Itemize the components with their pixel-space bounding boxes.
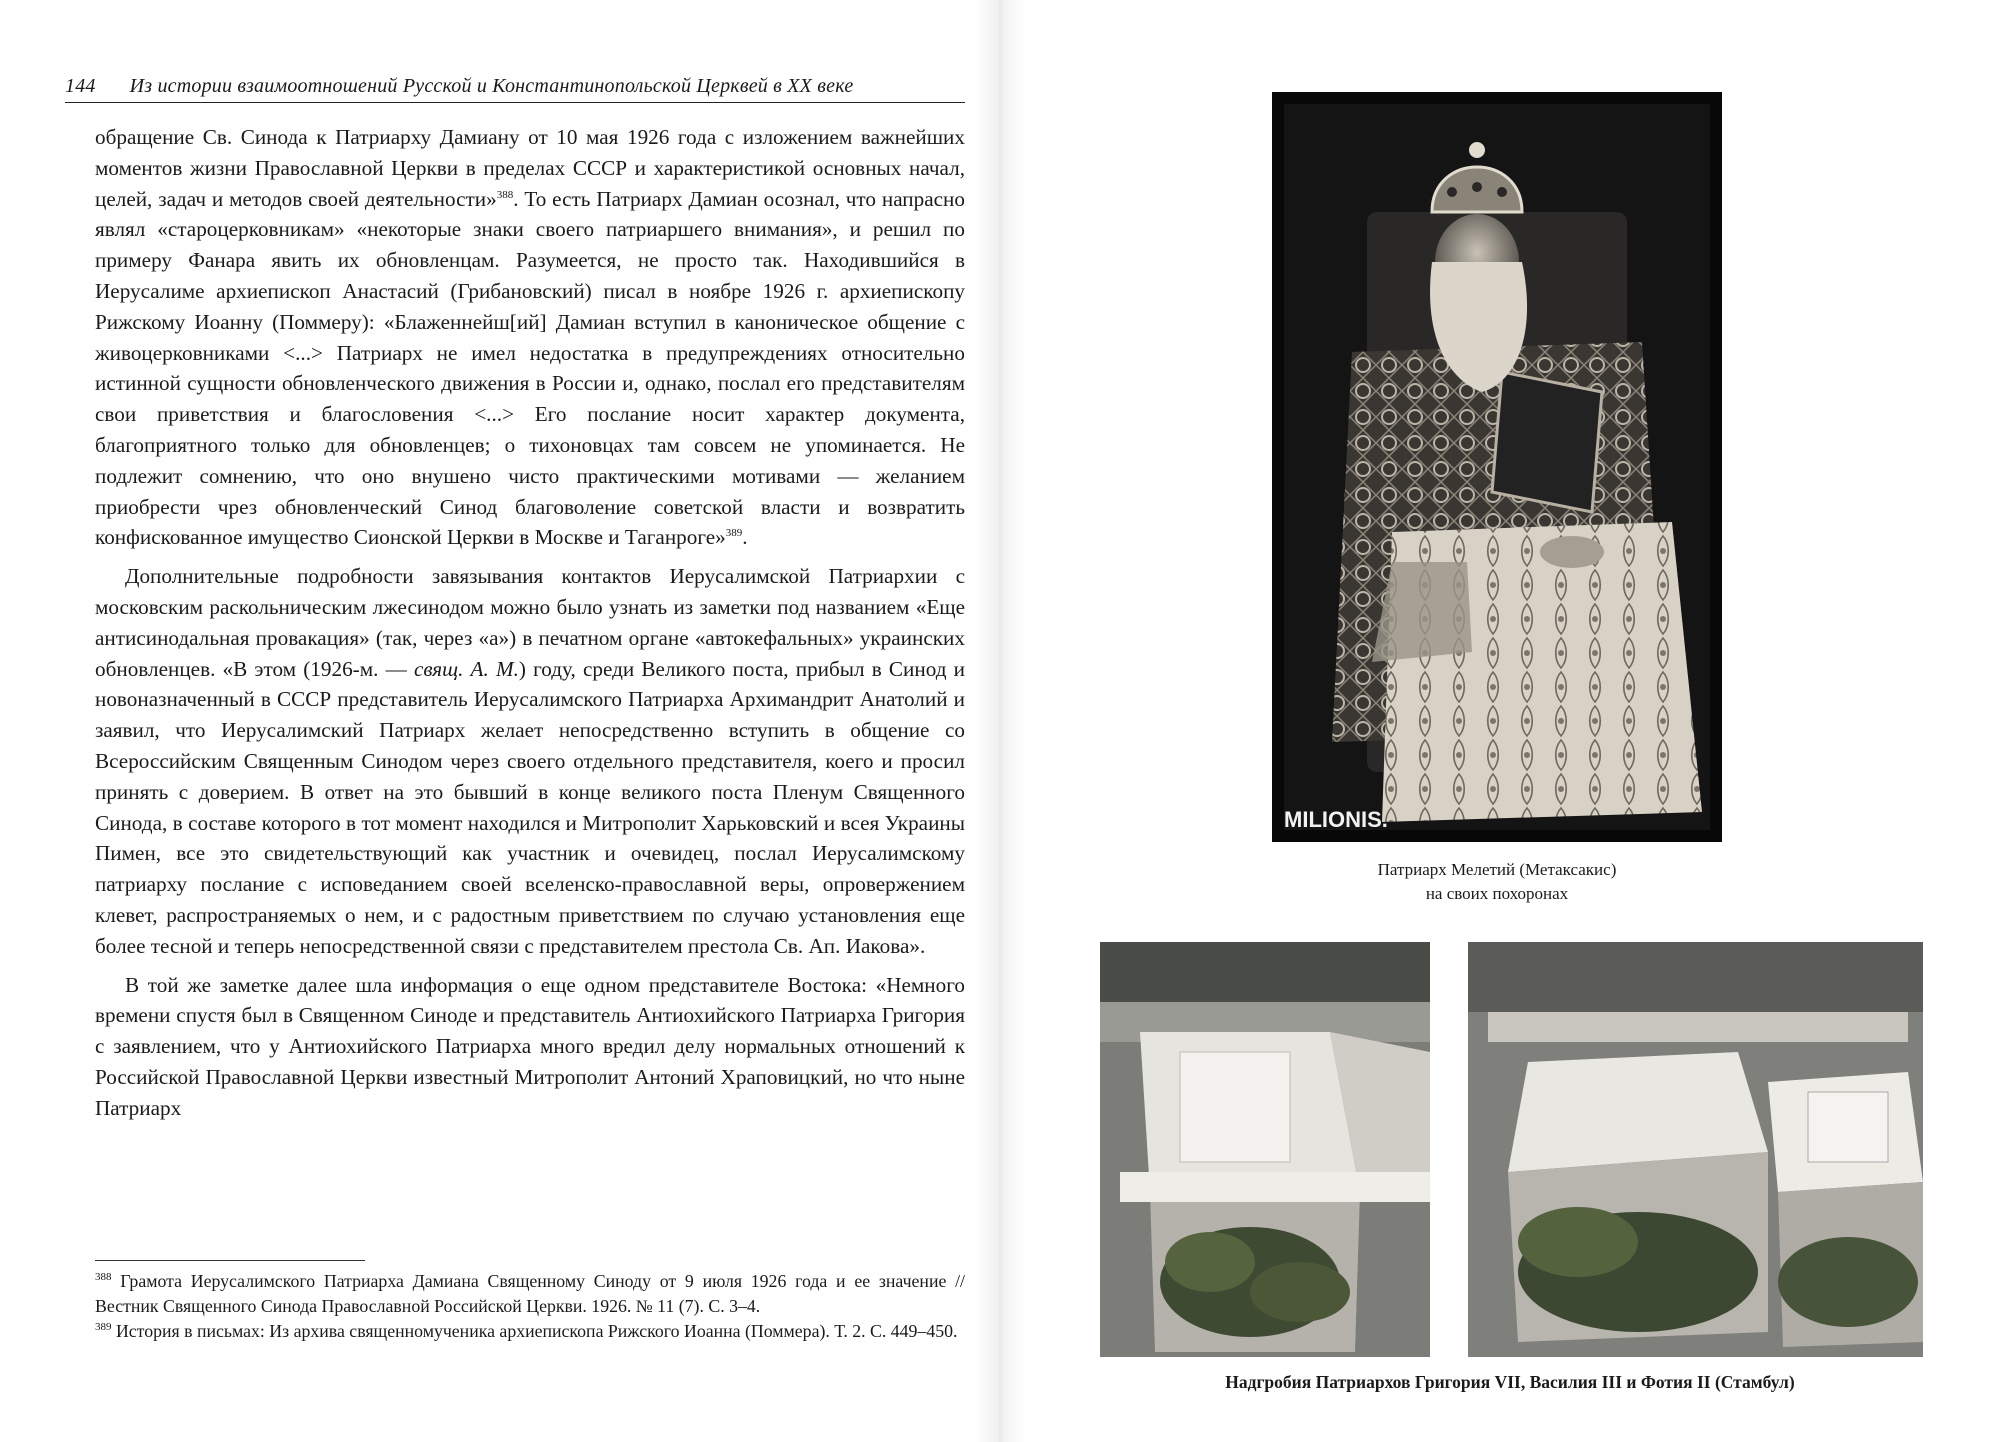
photo-tombs-left (1100, 942, 1430, 1357)
footnote-389 (95, 1319, 965, 1344)
footnotes (95, 1260, 965, 1344)
paragraph-1-tail: . То есть Патриарх Дамиан осознал, что напрасно являл «староцерковникам» «некоторые знаки своего патриаршего внимания», и решил по примеру Фанара явить их обновленцам. Разумеется, не просто так. Находившийся в Иерусалиме архиепископ Анастасий (Грибановский) писал в ноябре 1926 г. архиепископу Рижскому Иоанну (Поммеру): «Блаженнейш[ий] Дамиан вступил в каноническое общение с живоцерковниками <...> Патриарх не имел недостатка в предупреждениях относительно истинной сущности обновленческого движения в России и, однако, послал его представителям свои приветствия и благословения <...> Его послание носит характер документа, благоприятного только для обновленцев; о тихоновцах там совсем не упоминается. Не подлежит сомнению, что оно внушено чисто практическими мотивами — желанием приобрести чрез обновленческий Синод благоволение советской власти и возвратить конфискованное имущество Сионской Церкви в Москве и Таганроге» (95, 186, 965, 550)
tombs-right-illustration (1468, 942, 1923, 1357)
paragraph-2-tail: ) году, среди Великого поста, прибыл в Синод и новоназначенный в СССР представитель Иерусалимского Патриарха Архимандрит Анатолий и заявил, что Иерусалимский Патриарх желает непосредственно вступить в общение со Всероссийским Священным Синодом через своего отдельного представителя, коего и просил принять с доверием. В ответ на это бывший в конце великого поста Пленум Священного Синода, в составе которого в тот момент находился и Митрополит Харьковский и всея Украины Пимен, все это свидетельствующий как участник и очевидец, послал Иерусалимскому патриарху послание с исповеданием своей вселенско-православной веры, опровержением клевет, распространяемых о нем, и с радостным приветствием по случаю установления еще более тесной и теперь непосредственной связи с представителем престола Св. Ап. Иакова». (95, 656, 965, 958)
tombs-left-illustration (1100, 942, 1430, 1357)
running-head (65, 75, 965, 103)
photo-patriarch-illustration (1272, 92, 1722, 842)
running-title: Из истории взаимоотношений Русской и Константинопольской Церквей в XX веке (129, 75, 854, 97)
left-page (40, 30, 965, 1430)
paragraph-1 (95, 122, 965, 553)
right-page (1040, 30, 1980, 1430)
caption-top (1272, 858, 1722, 906)
caption-top-line1: Патриарх Мелетий (Метаксакис) (1377, 860, 1617, 879)
footnote-ref-388[interactable]: 388 (496, 188, 514, 201)
paragraph-1-end: . (742, 525, 748, 550)
footnote-388-number: 388 (95, 1271, 112, 1284)
book-gutter (975, 0, 1025, 1442)
photo-tombs-right (1468, 942, 1923, 1357)
paragraph-2-italic: свящ. А. М. (413, 656, 519, 681)
footnote-388-text: Грамота Иерусалимского Патриарха Дамиана Священному Синоду от 9 июля 1926 года и ее значение // Вестник Священного Синода Православной Российской Церкви. 1926. № 11 (7). С. 3–4. (95, 1271, 965, 1316)
body-text (95, 122, 965, 1124)
caption-top-line2: на своих похоронах (1425, 884, 1569, 903)
footnote-ref-389[interactable]: 389 (725, 527, 743, 540)
page-number: 144 (65, 75, 96, 97)
paragraph-1-text: обращение Св. Синода к Патриарху Дамиану от 10 мая 1926 года с изложением важнейших моментов жизни Православной Церкви в пределах СССР и характеристикой основных начал, целей, задач и методов своей деятельности» (95, 125, 965, 211)
caption-bottom: Надгробия Патриархов Григория VII, Василия III и Фотия II (Стамбул) (1225, 1372, 1795, 1392)
paragraph-3-text: В той же заметке далее шла информация о еще одном представителе Востока: «Немного времени спустя был в Священном Синоде и представитель Антиохийского Патриарха Григория с заявлением, что у Антиохийского Патриарха много вредил делу нормальных отношений к Российской Православной Церкви известный Митрополит Антоний Храповицкий, но что ныне Патриарх (95, 972, 965, 1120)
paragraph-2-text: Дополнительные подробности завязывания контактов Иерусалимской Патриархии с московским раскольническим лжесинодом можно было узнать из заметки под названием «Еще антисинодальная провакация» (так, через «а») в печатном органе «автокефальных» украинских обновленцев. «В этом (1926-м. — (95, 564, 965, 681)
paragraph-3 (95, 970, 965, 1124)
footnote-rule (95, 1260, 365, 1261)
footnote-388 (95, 1269, 965, 1319)
photo-watermark: MILIONIS. (1284, 807, 1388, 832)
photo-patriarch-meletios (1272, 92, 1722, 842)
footnote-389-text: История в письмах: Из архива священномученика архиепископа Рижского Иоанна (Поммера). Т. 2. С. 449–450. (111, 1321, 958, 1341)
paragraph-2 (95, 561, 965, 961)
footnote-389-number: 389 (95, 1321, 112, 1334)
